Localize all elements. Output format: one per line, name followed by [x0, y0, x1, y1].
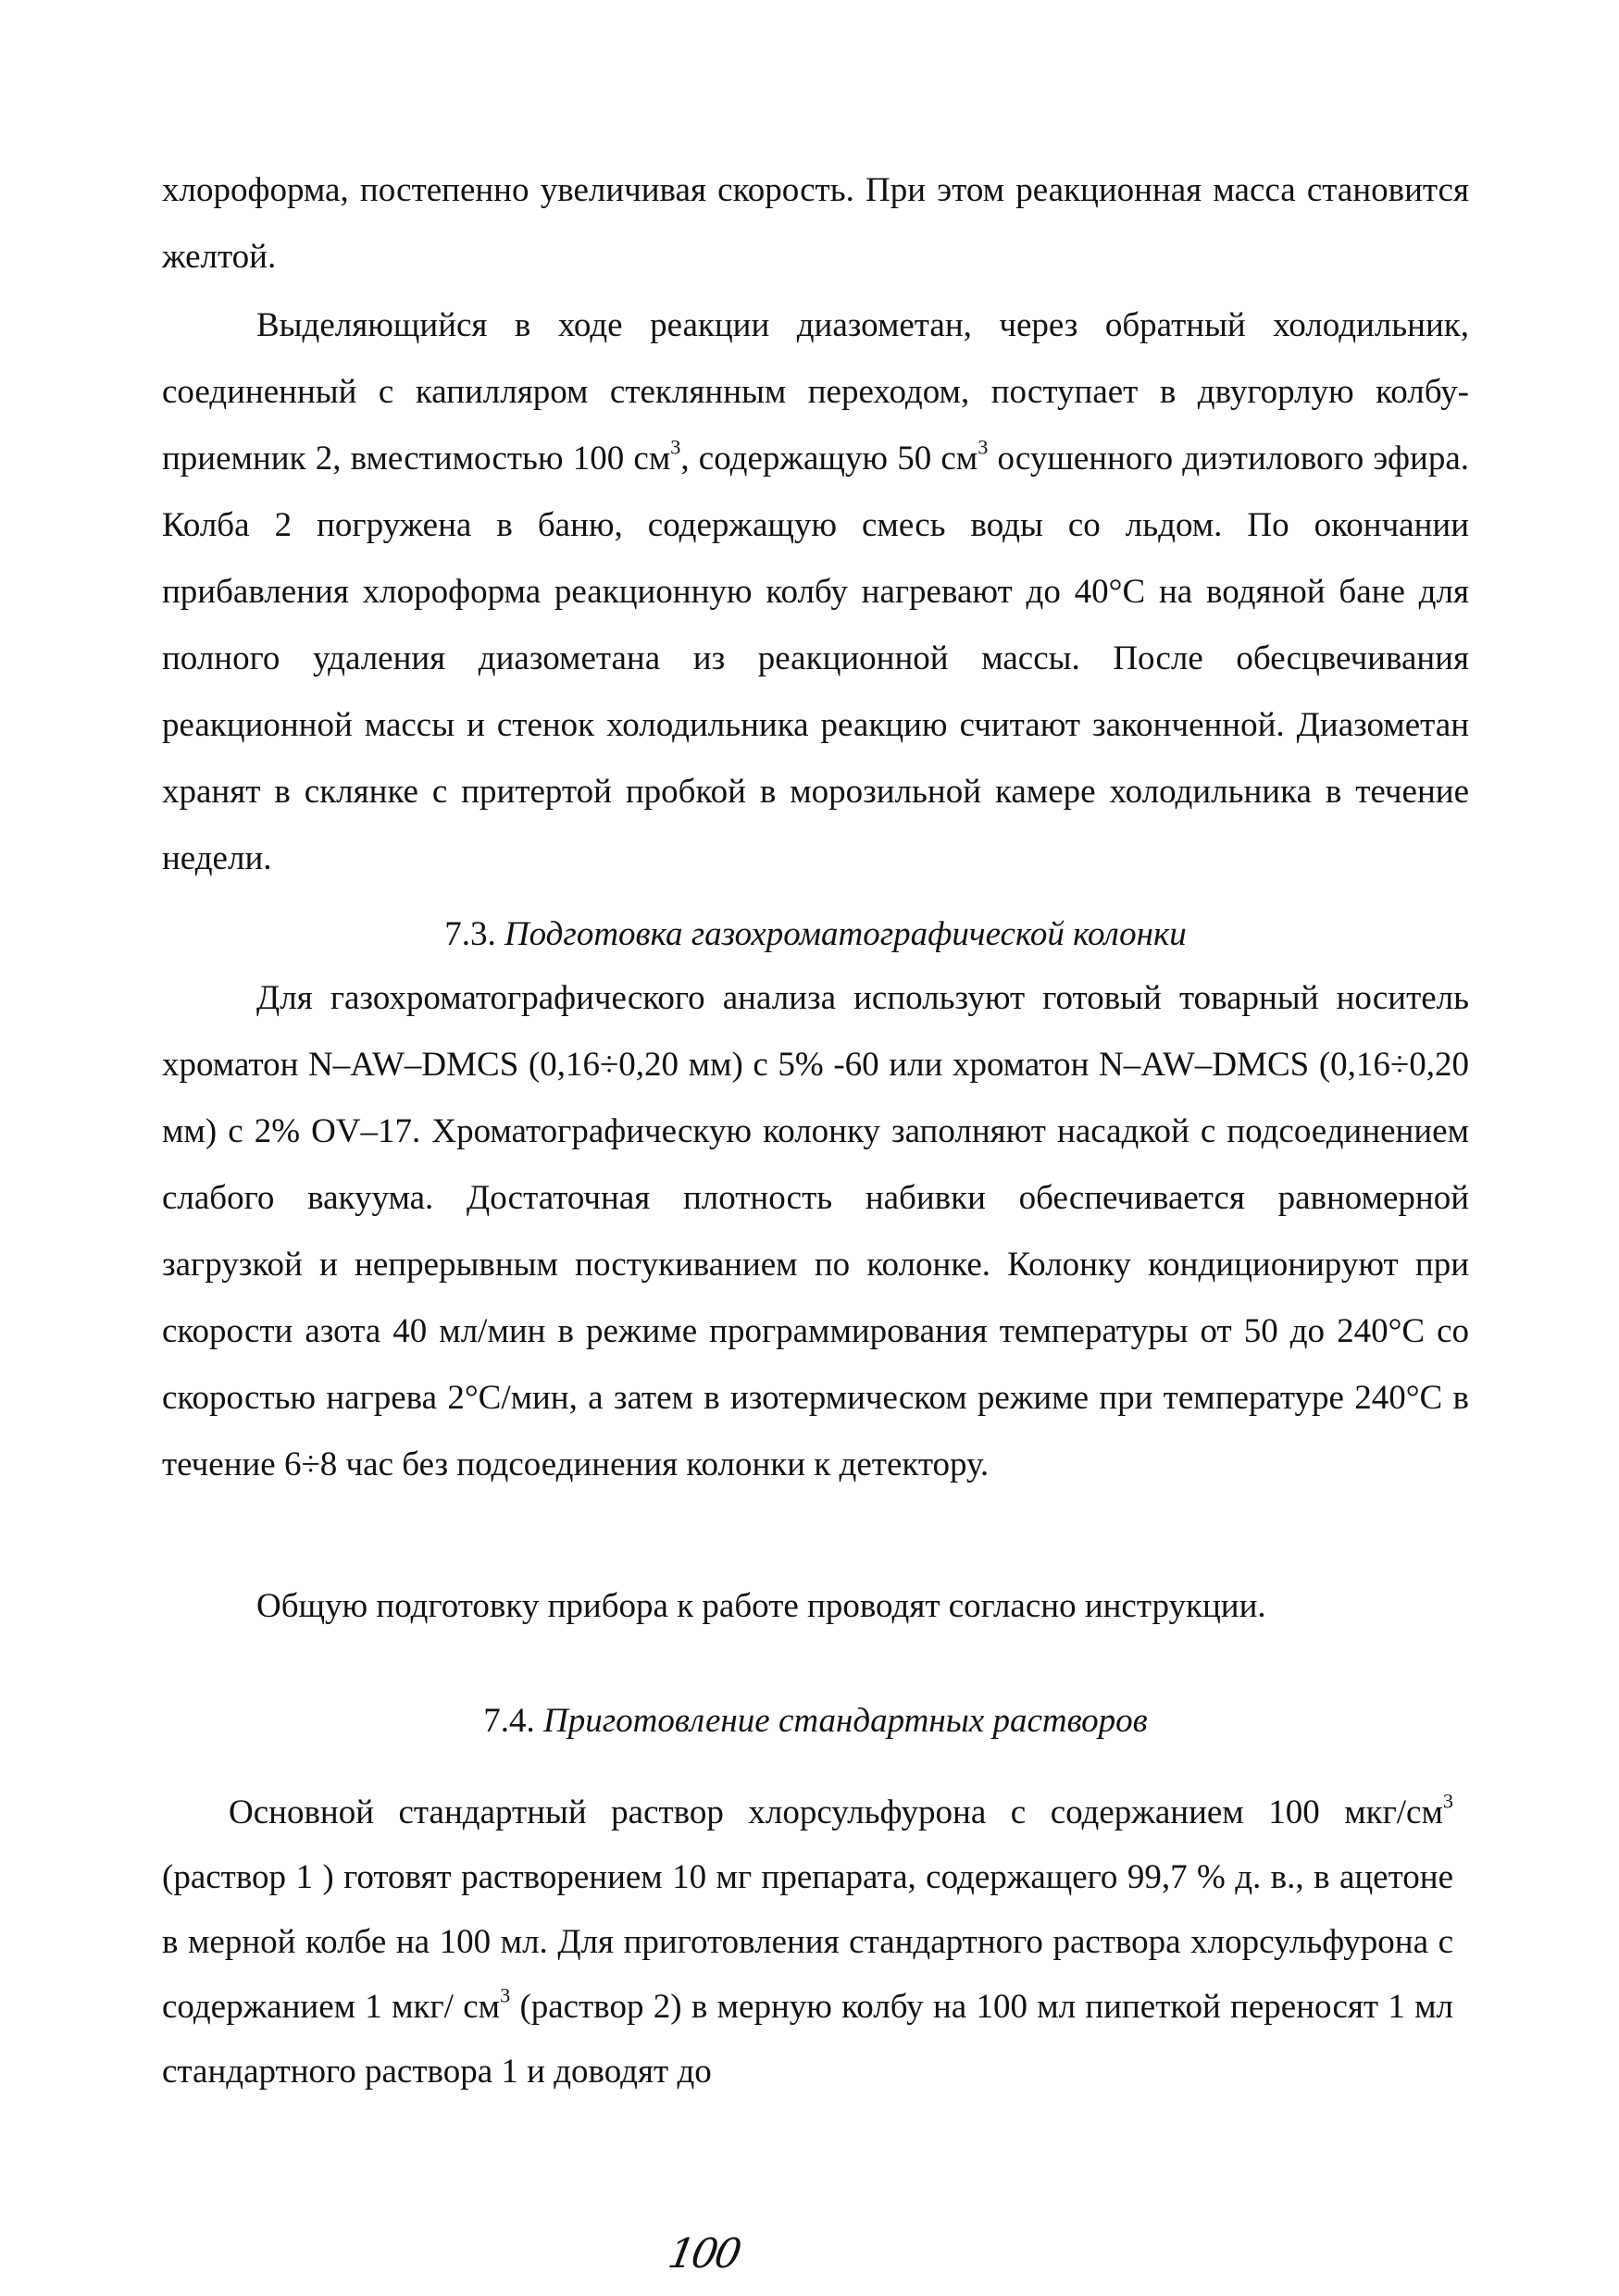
paragraph-text: (раствор 2) в мерную колбу на 100 мл пипеткой переносят 1 мл стандартного раствора 1 и доводят до [162, 1988, 1453, 2091]
paragraph-column-preparation: Для газохроматографического анализа используют готовый товарный носитель хроматон N–AW–DMCS (0,16÷0,20 мм) с 5% -60 или хроматон N–AW–DMCS (0,16÷0,20 мм) с 2% OV–17. Хроматографическую колонку заполняют насадкой с подсоединением слабого вакуума. Достаточная плотность набивки обеспечивается равномерной загрузкой и непрерывным постукиванием по колонке. Колонку кондиционируют при скорости азота 40 мл/мин в режиме программирования температуры от 50 до 240°С со скоростью нагрева 2°С/мин, а затем в изотермическом режиме при температуре 240°С в течение 6÷8 час без подсоединения колонки к детектору. [162, 979, 1469, 1483]
page-number: 100 [665, 2230, 742, 2277]
section-number: 7.4. [483, 1702, 535, 1740]
superscript: 3 [1442, 1789, 1453, 1813]
paragraph-chloroform: хлороформа, постепенно увеличивая скорость. При этом реакционная масса становится желтой. [162, 171, 1469, 276]
paragraph-text: Основной стандартный раствор хлорсульфурона с содержанием 100 мкг/см [229, 1793, 1443, 1831]
superscript: 3 [978, 435, 989, 459]
paragraph-standard-solutions [162, 1781, 1453, 2104]
superscript: 3 [500, 1983, 511, 2007]
paragraph-text: Выделяющийся в ходе реакции диазометан, через обратный холодильник, соединенный с капилляром стеклянным переходом, поступает в двугорлую колбу-приемник 2, вместимостью 100 см [162, 306, 1469, 478]
paragraph-text: (раствор 1 ) готовят растворением 10 мг препарата, содержащего 99,7 % д. в., в ацетоне в мерной колбе на 100 мл. Для приготовления стандартного раствора хлорсульфурона с содержанием 1 мкг/ см [162, 1858, 1453, 2026]
section-heading-7-4 [162, 1694, 1469, 1749]
paragraph-diazomethane [162, 292, 1469, 892]
section-title: Подготовка газохроматографической колонки [504, 915, 1187, 953]
paragraph-text: осушенного диэтилового эфира. Колба 2 погружена в баню, содержащую смесь воды со льдом. По окончании прибавления хлороформа реакционную колбу нагревают до 40°С на водяной бане для полного удаления диазометана из реакционной массы. После обесцвечивания реакционной массы и стенок холодильника реакцию считают законченной. Диазометан хранят в склянке с притертой пробкой в морозильной камере холодильника в течение недели. [162, 440, 1469, 877]
paragraph-text: , содержащую 50 см [680, 440, 978, 478]
paragraph-instrument-preparation: Общую подготовку прибора к работе проводят согласно инструкции. [256, 1587, 1266, 1625]
section-heading-7-3 [162, 907, 1469, 962]
section-number: 7.3. [444, 915, 496, 953]
section-title: Приготовление стандартных растворов [543, 1702, 1148, 1740]
superscript: 3 [670, 435, 681, 459]
